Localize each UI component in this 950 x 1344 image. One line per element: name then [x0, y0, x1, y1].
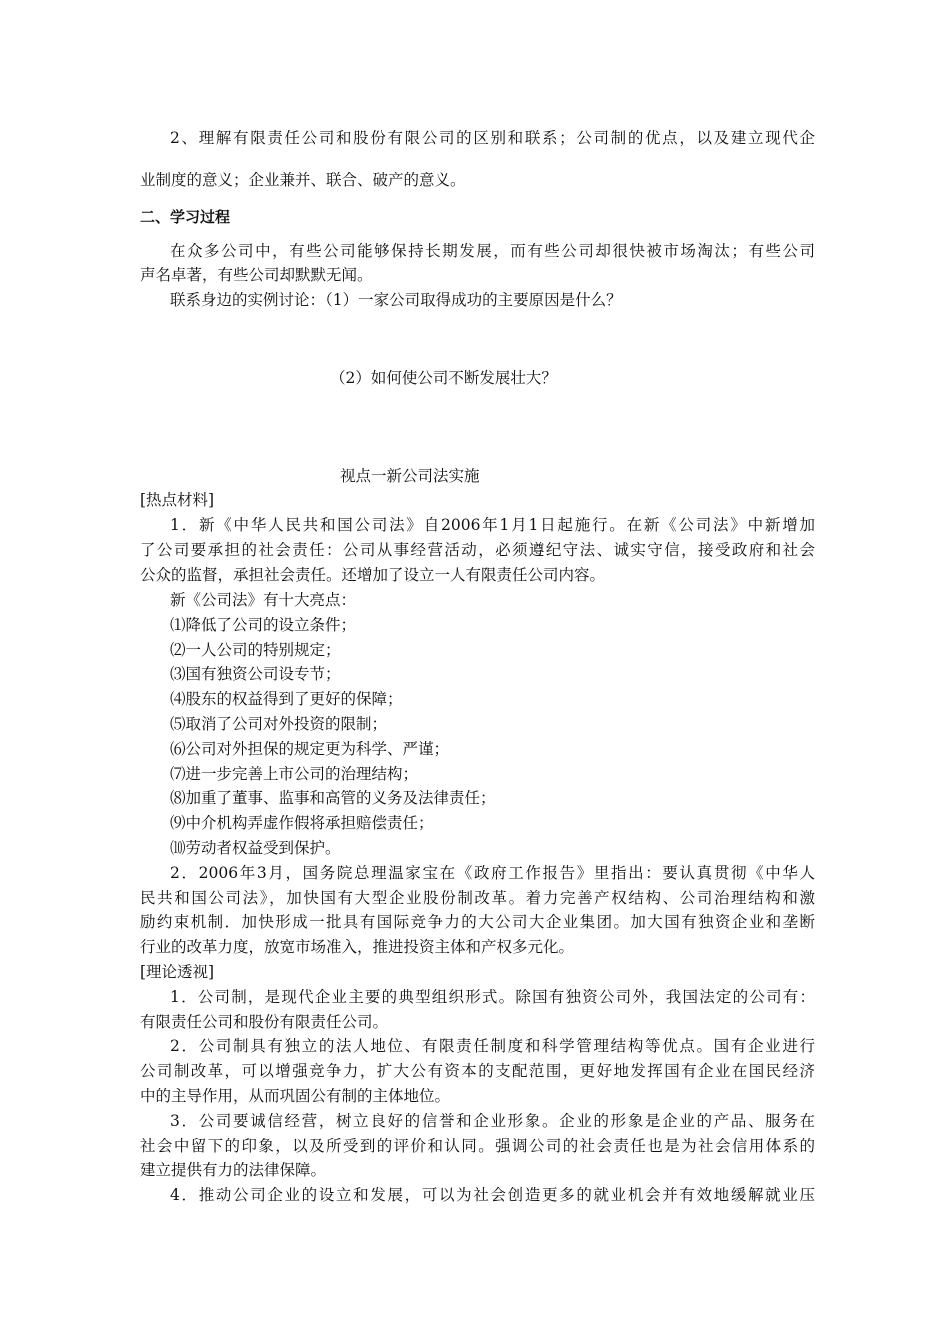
theory-1-line-1: 1．公司制，是现代企业主要的典型组织形式。除国有独资公司外，我国法定的公司有： [170, 988, 815, 1006]
theory-2-line-2: 公司制改革，可以增强竞争力，扩大公有资本的支配范围，更好地发挥国有企业在国民经济 [140, 1062, 815, 1080]
highlight-item-9: ⑼中介机构弄虚作假将承担赔偿责任； [170, 814, 434, 832]
objective-2-line-2: 业制度的意义；企业兼并、联合、破产的意义。 [140, 171, 466, 189]
objective-2-line-1: 2、理解有限责任公司和股份有限公司的区别和联系；公司制的优点，以及建立现代企 [170, 129, 815, 147]
theory-label: [理论透视] [140, 963, 215, 981]
highlights-intro: 新《公司法》有十大亮点： [170, 591, 357, 609]
hot-material-2-line-3: 励约束机制．加快形成一批具有国际竞争力的大公司大企业集团。加大国有独资企业和垄断 [140, 913, 815, 931]
discussion-question-2: （2）如何使公司不断发展壮大？ [330, 369, 557, 387]
viewpoint-title: 视点一新公司法实施 [340, 467, 480, 485]
theory-3-line-3: 建立提供有力的法律保障。 [140, 1161, 327, 1179]
highlight-item-7: ⑺进一步完善上市公司的治理结构； [170, 765, 419, 783]
highlight-item-2: ⑵一人公司的特别规定； [170, 641, 341, 659]
hot-material-1-line-1: 1．新《中华人民共和国公司法》自2006年1月1日起施行。在新《公司法》中新增加 [170, 516, 815, 534]
highlight-item-1: ⑴降低了公司的设立条件； [170, 616, 357, 634]
section-heading-learning-process: 二、学习过程 [140, 208, 231, 226]
hot-material-2-line-2: 民共和国公司法》，加快国有大型企业股份制改革。着力完善产权结构、公司治理结构和激 [140, 889, 815, 907]
theory-4-line-1: 4．推动公司企业的设立和发展，可以为社会创造更多的就业机会并有效地缓解就业压 [170, 1186, 815, 1204]
hot-material-label: [热点材料] [140, 491, 215, 509]
highlight-item-10: ⑽劳动者权益受到保护。 [170, 839, 341, 857]
highlight-item-8: ⑻加重了董事、监事和高管的义务及法律责任； [170, 789, 496, 807]
theory-1-line-2: 有限责任公司和股份有限责任公司。 [140, 1013, 389, 1031]
highlight-item-6: ⑹公司对外担保的规定更为科学、严谨； [170, 740, 450, 758]
theory-3-line-1: 3．公司要诚信经营，树立良好的信誉和企业形象。企业的形象是企业的产品、服务在 [170, 1112, 815, 1130]
intro-paragraph-line-2: 声名卓著，有些公司却默默无闻。 [140, 266, 373, 284]
highlight-item-5: ⑸取消了公司对外投资的限制； [170, 715, 388, 733]
hot-material-1-line-2: 了公司要承担的社会责任：公司从事经营活动，必须遵纪守法、诚实守信，接受政府和社会 [140, 541, 815, 559]
theory-2-line-1: 2．公司制具有独立的法人地位、有限责任制度和科学管理结构等优点。国有企业进行 [170, 1037, 815, 1055]
discussion-question-1: 联系身边的实例讨论：（1）一家公司取得成功的主要原因是什么？ [170, 291, 622, 309]
highlight-item-4: ⑷股东的权益得到了更好的保障； [170, 690, 403, 708]
intro-paragraph-line-1: 在众多公司中，有些公司能够保持长期发展，而有些公司却很快被市场淘汰；有些公司 [170, 242, 815, 260]
hot-material-2-line-1: 2．2006年3月，国务院总理温家宝在《政府工作报告》里指出：要认真贯彻《中华人 [170, 864, 815, 882]
highlight-item-3: ⑶国有独资公司设专节； [170, 665, 341, 683]
hot-material-1-line-3: 公众的监督，承担社会责任。还增加了设立一人有限责任公司内容。 [140, 566, 606, 584]
hot-material-2-line-4: 行业的改革力度，放宽市场准入，推进投资主体和产权多元化。 [140, 938, 575, 956]
theory-2-line-3: 中的主导作用，从而巩固公有制的主体地位。 [140, 1087, 451, 1105]
theory-3-line-2: 社会中留下的印象，以及所受到的评价和认同。强调公司的社会责任也是为社会信用体系的 [140, 1137, 815, 1155]
